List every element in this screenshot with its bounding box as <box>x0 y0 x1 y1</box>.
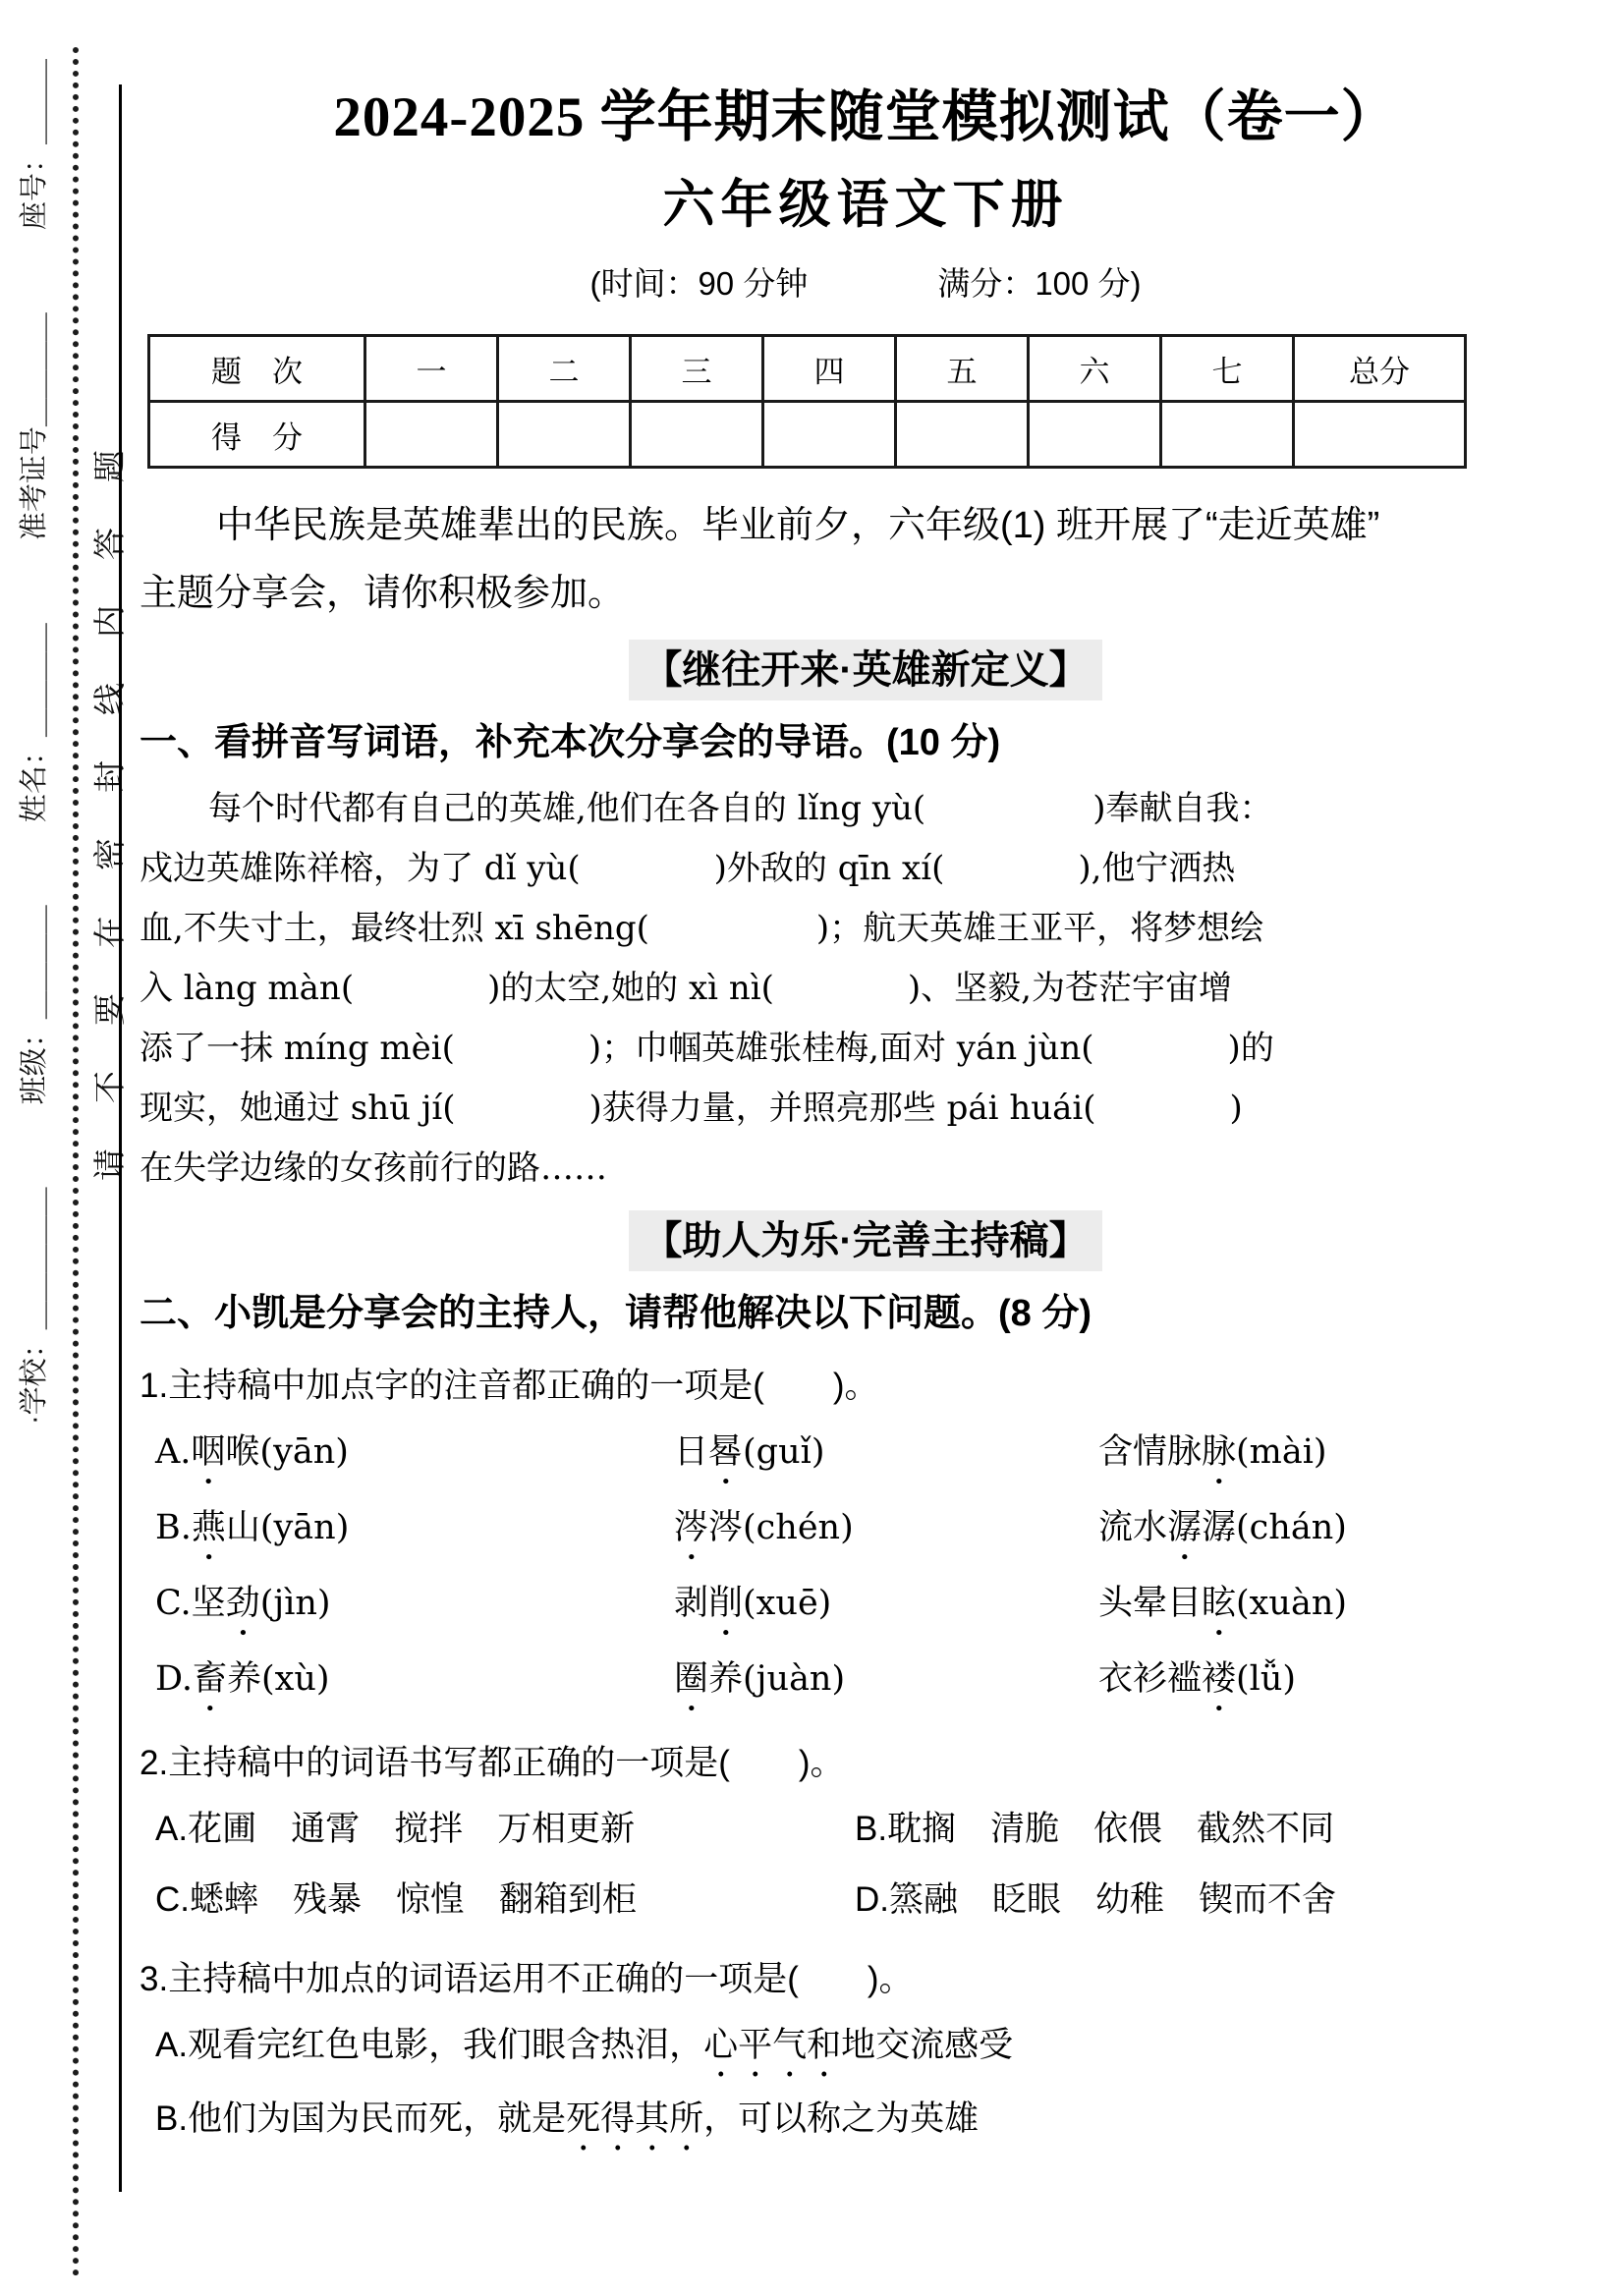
q1-b-cell1 <box>155 1492 674 1568</box>
score-col-2: 二 <box>498 336 631 402</box>
text-segment: (jìn) <box>259 1584 331 1623</box>
score-cell-2 <box>498 402 631 468</box>
q2-options <box>140 1794 1592 1935</box>
dotted-phrase: 心平气和 <box>703 2026 842 2064</box>
q1-b-cell3 <box>1098 1492 1592 1568</box>
q2-option-c: C.蟋蟀 残暴 惊惶 翻箱到柜 <box>155 1880 638 1919</box>
dotted-char: 涔 <box>674 1508 709 1547</box>
q1-d-cell3 <box>1098 1644 1592 1719</box>
text-segment: 日 <box>674 1432 709 1472</box>
text-segment: (lǚ) <box>1236 1659 1297 1699</box>
pinyin-line-2: 戍边英雄陈祥榕，为了 dǐ yù( )外敌的 qīn xí( ),他宁洒热 <box>140 849 1236 888</box>
text-segment: (mài) <box>1236 1432 1327 1472</box>
pinyin-line-1: 每个时代都有自己的英雄,他们在各自的 lǐng yù( )奉献自我： <box>208 789 1273 828</box>
score-cell-total <box>1294 402 1466 468</box>
q1-option-row-c <box>140 1568 1592 1644</box>
section1-banner-row <box>140 640 1592 700</box>
section2-banner-row <box>140 1210 1592 1271</box>
pinyin-line-6: 现实，她通过 shū jí( )获得力量，并照亮那些 pái huái( ) <box>140 1089 1243 1128</box>
exam-subtitle: 六年级语文下册 <box>662 177 1069 234</box>
dotted-char: 脉 <box>1202 1432 1237 1472</box>
dotted-char: 眩 <box>1202 1584 1237 1623</box>
exam-title: 2024-2025 学年期末随堂模拟测试（卷一） <box>333 86 1398 148</box>
q1-b-cell2 <box>674 1492 1098 1568</box>
q2-option-d: D.篜融 眨眼 幼稚 锲而不舍 <box>855 1880 1337 1919</box>
text-segment: C.坚 <box>155 1584 226 1623</box>
intro-paragraph <box>140 492 1592 628</box>
score-cell-3 <box>631 402 763 468</box>
score-table-score-row <box>149 402 1466 468</box>
dotted-char: 褛 <box>1202 1659 1237 1699</box>
q1-option-row-d <box>140 1644 1592 1719</box>
section1-heading: 一、看拼音写词语，补充本次分享会的导语。(10 分) <box>140 722 1001 763</box>
score-col-7: 七 <box>1161 336 1294 402</box>
text-segment: 衣衫褴 <box>1098 1659 1203 1699</box>
exam-content <box>140 83 1592 2157</box>
q3-option-a <box>140 2010 1592 2084</box>
score-cell-1 <box>365 402 498 468</box>
q1-c-cell2 <box>674 1568 1098 1644</box>
pinyin-line-5: 添了一抹 míng mèi( )；巾帼英雄张桂梅,面对 yán jùn( )的 <box>140 1029 1274 1068</box>
q3-option-b <box>140 2084 1592 2157</box>
text-segment: B.他们为国为民而死，就是 <box>155 2099 567 2138</box>
text-segment: 养(xù) <box>226 1659 330 1699</box>
seal-dotted-line <box>73 47 79 2277</box>
text-segment: D. <box>155 1659 193 1699</box>
text-segment: 流水 <box>1098 1508 1168 1547</box>
section2-banner: 【助人为乐·完善主持稿】 <box>629 1210 1101 1271</box>
pinyin-line-4: 入 làng màn( )的太空,她的 xì nì( )、坚毅,为苍茫宇宙增 <box>140 969 1232 1008</box>
score-table-header-row <box>149 336 1466 402</box>
field-exam-number: 准考证号＿＿＿＿ <box>19 312 50 541</box>
score-cell-6 <box>1029 402 1161 468</box>
exam-time-score-info: (时间：90 分钟 满分：100 分) <box>589 265 1142 302</box>
field-class: 班级：＿＿＿＿ <box>19 905 50 1105</box>
text-segment: 潺(chán) <box>1202 1508 1347 1547</box>
text-segment: A.观看完红色电影，我们眼含热泪， <box>155 2026 704 2064</box>
q2-label: 2.主持稿中的词语书写都正确的一项是( )。 <box>140 1744 845 1782</box>
field-school: ·学校：＿＿＿＿＿ <box>19 1187 50 1425</box>
dotted-phrase: 死得其所 <box>566 2099 704 2138</box>
text-segment: 养(juàn) <box>708 1659 846 1699</box>
text-segment: (xuàn) <box>1236 1584 1348 1623</box>
q1-d-cell1 <box>155 1644 674 1719</box>
score-cell-5 <box>896 402 1029 468</box>
intro-line-1: 中华民族是英雄辈出的民族。毕业前夕，六年级(1) 班开展了“走近英雄” <box>216 505 1380 546</box>
pinyin-line-3: 血,不失寸土，最终壮烈 xī shēng( )；航天英雄王亚平，将梦想绘 <box>140 909 1264 948</box>
q1-c-cell3 <box>1098 1568 1592 1644</box>
dotted-char: 潺 <box>1167 1508 1203 1547</box>
text-segment: (xuē) <box>743 1584 832 1623</box>
q1-option-row-b <box>140 1492 1592 1568</box>
score-table-row2-label: 得 分 <box>149 402 365 468</box>
q2-option-b: B.耽搁 清脆 依偎 截然不同 <box>855 1810 1335 1848</box>
score-col-5: 五 <box>896 336 1029 402</box>
q1-option-row-a <box>140 1417 1592 1492</box>
pinyin-fill-paragraph <box>140 779 1592 1199</box>
text-segment: (guǐ) <box>743 1432 825 1472</box>
text-segment: 山(yān) <box>225 1508 350 1547</box>
dotted-char: 畜 <box>192 1659 227 1699</box>
pinyin-line-7: 在失学边缘的女孩前行的路…… <box>140 1148 607 1188</box>
field-seat-number: 座号：＿＿＿ <box>19 59 50 231</box>
section2-heading: 二、小凯是分享会的主持人，请帮他解决以下问题。(8 分) <box>140 1293 1092 1334</box>
text-segment: 含情脉 <box>1098 1432 1203 1472</box>
dotted-char: 圈 <box>674 1659 709 1699</box>
text-segment: 喉(yān) <box>225 1432 349 1472</box>
text-segment: A. <box>155 1432 192 1472</box>
score-cell-7 <box>1161 402 1294 468</box>
dotted-char: 咽 <box>191 1432 226 1472</box>
score-col-3: 三 <box>631 336 763 402</box>
text-segment: B. <box>155 1508 192 1547</box>
score-col-4: 四 <box>763 336 896 402</box>
text-segment: 头晕目 <box>1098 1584 1203 1623</box>
margin-student-fields <box>14 59 55 1425</box>
q1-label: 1.主持稿中加点字的注音都正确的一项是( )。 <box>140 1367 879 1405</box>
score-col-1: 一 <box>365 336 498 402</box>
q1-c-cell1 <box>155 1568 674 1644</box>
field-name: 姓名：＿＿＿＿ <box>19 623 50 823</box>
dotted-char: 劲 <box>225 1584 260 1623</box>
q2-option-a: A.花圃 通霄 搅拌 万相更新 <box>155 1810 636 1848</box>
q1-a-cell3 <box>1098 1417 1592 1492</box>
seal-warning-text: 请不要在密封线内答题 <box>91 405 128 1181</box>
intro-line-2: 主题分享会，请你积极参加。 <box>140 573 626 614</box>
section1-banner: 【继往开来·英雄新定义】 <box>629 640 1101 700</box>
score-col-total: 总分 <box>1294 336 1466 402</box>
text-segment: 涔(chén) <box>708 1508 854 1547</box>
score-table <box>147 334 1467 469</box>
score-col-6: 六 <box>1029 336 1161 402</box>
dotted-char: 晷 <box>708 1432 744 1472</box>
q1-d-cell2 <box>674 1644 1098 1719</box>
text-segment: 剥 <box>674 1584 709 1623</box>
q3-label: 3.主持稿中加点的词语运用不正确的一项是( )。 <box>140 1960 914 1998</box>
score-cell-4 <box>763 402 896 468</box>
q1-a-cell2 <box>674 1417 1098 1492</box>
content-border-line <box>119 84 122 2192</box>
q1-a-cell1 <box>155 1417 674 1492</box>
dotted-char: 燕 <box>191 1508 226 1547</box>
score-table-row1-label: 题 次 <box>149 336 365 402</box>
text-segment: ，可以称之为英雄 <box>703 2099 980 2138</box>
dotted-char: 削 <box>708 1584 744 1623</box>
text-segment: 地交流感受 <box>841 2026 1014 2064</box>
